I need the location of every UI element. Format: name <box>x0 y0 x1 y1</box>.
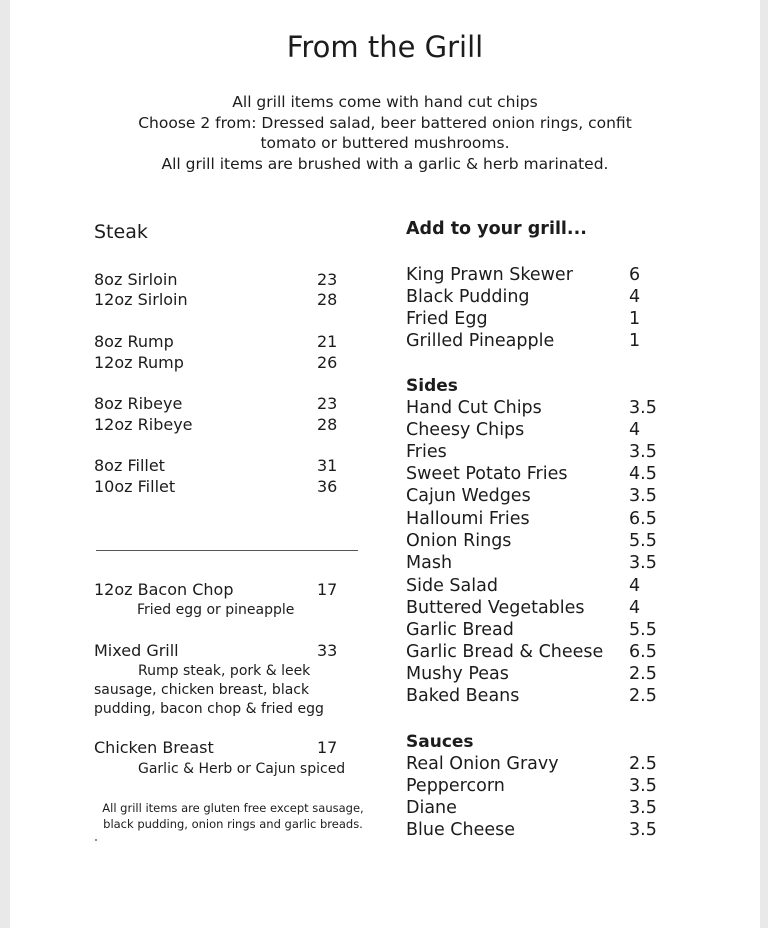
menu-item-name: 8oz Sirloin <box>94 270 178 289</box>
menu-item-name: Buttered Vegetables <box>406 598 585 618</box>
intro-line: All grill items come with hand cut chips <box>232 93 538 111</box>
menu-item-name: Diane <box>406 798 457 818</box>
intro-line: tomato or buttered mushrooms. <box>260 134 510 152</box>
menu-item-price: 1 <box>629 309 641 329</box>
menu-item-price: 6.5 <box>629 642 657 662</box>
menu-item-price: 6 <box>629 265 641 285</box>
menu-item-name: 8oz Ribeye <box>94 394 183 413</box>
intro-text <box>10 92 760 174</box>
menu-item-name: Sweet Potato Fries <box>406 464 568 484</box>
menu-item-description: pudding, bacon chop & fried egg <box>94 701 324 717</box>
menu-item-price: 23 <box>317 270 338 289</box>
menu-item-name: 12oz Bacon Chop <box>94 580 234 599</box>
menu-item-name: 12oz Ribeye <box>94 415 193 434</box>
menu-item-price: 3.5 <box>629 776 657 796</box>
sides-heading: Sides <box>406 376 458 396</box>
gluten-note-line: All grill items are gluten free except sausage, <box>102 801 364 815</box>
menu-item-price: 3.5 <box>629 820 657 840</box>
menu-item-name: Garlic Bread <box>406 620 514 640</box>
menu-item-price: 5.5 <box>629 620 657 640</box>
menu-item-price: 4 <box>629 598 641 618</box>
menu-item-description: sausage, chicken breast, black <box>94 682 310 698</box>
menu-item-name: Garlic Bread & Cheese <box>406 642 604 662</box>
menu-item-name: Halloumi Fries <box>406 509 530 529</box>
intro-line: Choose 2 from: Dressed salad, beer battered onion rings, confit <box>138 113 632 132</box>
section-divider <box>96 550 358 551</box>
menu-item-price: 3.5 <box>629 486 657 506</box>
menu-item-price: 33 <box>317 641 338 660</box>
menu-item-name: Side Salad <box>406 576 498 596</box>
intro-line: All grill items are brushed with a garlic & herb marinated. <box>161 154 609 173</box>
menu-item-name: Peppercorn <box>406 776 505 796</box>
menu-page <box>10 0 760 928</box>
menu-item-price: 23 <box>317 394 338 413</box>
menu-item-name: 12oz Sirloin <box>94 290 188 309</box>
menu-item-price: 3.5 <box>629 798 657 818</box>
stray-dot <box>95 839 97 841</box>
menu-item-price: 28 <box>317 415 338 434</box>
menu-item-price: 5.5 <box>629 531 657 551</box>
menu-item-name: Mash <box>406 553 453 573</box>
menu-item-price: 17 <box>317 580 338 599</box>
menu-item-price: 28 <box>317 290 338 309</box>
menu-item-price: 4 <box>629 287 641 307</box>
menu-item-name: Mushy Peas <box>406 664 509 684</box>
menu-item-name: Cheesy Chips <box>406 420 525 440</box>
menu-item-name: 8oz Fillet <box>94 456 165 475</box>
menu-item-price: 2.5 <box>629 754 657 774</box>
menu-item-description: Garlic & Herb or Cajun spiced <box>138 761 346 777</box>
menu-item-price: 6.5 <box>629 509 657 529</box>
menu-item-name: Chicken Breast <box>94 738 214 757</box>
menu-item-price: 1 <box>629 331 641 351</box>
menu-item-price: 2.5 <box>629 664 657 684</box>
menu-item-name: Cajun Wedges <box>406 486 531 506</box>
menu-item-name: King Prawn Skewer <box>406 265 573 285</box>
menu-item-name: 10oz Fillet <box>94 477 176 496</box>
menu-item-price: 3.5 <box>629 398 657 418</box>
menu-item-price: 21 <box>317 332 338 351</box>
menu-item-price: 26 <box>317 353 338 372</box>
page-title: From the Grill <box>286 30 484 64</box>
menu-item-price: 3.5 <box>629 553 657 573</box>
menu-item-price: 4 <box>629 420 641 440</box>
menu-item-name: 12oz Rump <box>94 353 184 372</box>
menu-item-price: 2.5 <box>629 686 657 706</box>
menu-item-name: Onion Rings <box>406 531 512 551</box>
steak-heading: Steak <box>94 221 148 243</box>
menu-item-price: 36 <box>317 477 338 496</box>
gluten-note-line: black pudding, onion rings and garlic breads. <box>103 817 363 831</box>
addons-heading: Add to your grill... <box>406 219 587 239</box>
menu-item-name: Real Onion Gravy <box>406 754 559 774</box>
menu-item-price: 3.5 <box>629 442 657 462</box>
menu-item-name: Hand Cut Chips <box>406 398 542 418</box>
menu-item-price: 4.5 <box>629 464 657 484</box>
menu-item-price: 17 <box>317 738 338 757</box>
sauces-heading: Sauces <box>406 732 474 752</box>
menu-item-price: 4 <box>629 576 641 596</box>
gluten-note <box>94 800 372 832</box>
menu-item-description: Rump steak, pork & leek <box>138 663 311 679</box>
menu-item-name: Fries <box>406 442 447 462</box>
menu-item-name: Mixed Grill <box>94 641 179 660</box>
menu-item-name: Baked Beans <box>406 686 520 706</box>
menu-item-name: 8oz Rump <box>94 332 174 351</box>
menu-item-name: Black Pudding <box>406 287 530 307</box>
menu-item-name: Blue Cheese <box>406 820 516 840</box>
menu-item-price: 31 <box>317 456 338 475</box>
menu-item-name: Fried Egg <box>406 309 488 329</box>
menu-item-name: Grilled Pineapple <box>406 331 555 351</box>
menu-item-description: Fried egg or pineapple <box>137 602 295 618</box>
